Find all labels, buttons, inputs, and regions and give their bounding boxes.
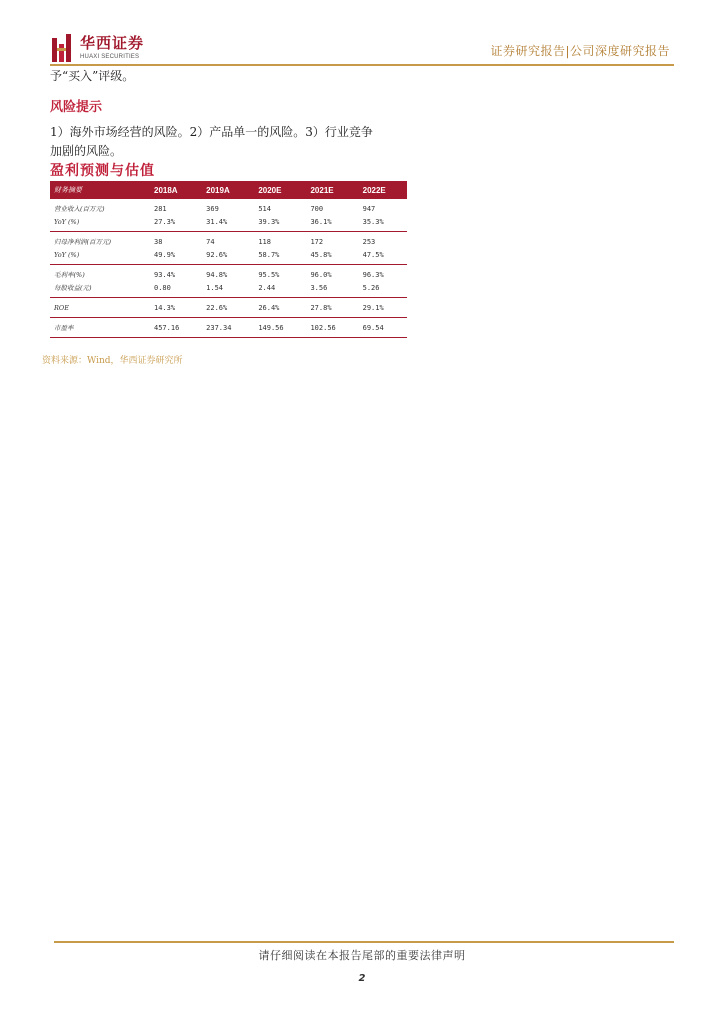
risk-section-text (50, 123, 380, 161)
cell-value: 31.4% (202, 215, 254, 232)
cell-value: 29.1% (359, 298, 407, 318)
cell-value: 172 (310, 237, 324, 246)
table-row (50, 318, 407, 338)
cell-value: 58.7% (254, 248, 306, 265)
header-cell-2020e: 2020E (254, 181, 306, 199)
cell-value: 2.44 (254, 281, 306, 298)
financial-summary-table (50, 181, 407, 338)
cell-value: 96.3% (362, 270, 384, 279)
logo-chinese-name: 华西证券 (80, 34, 145, 52)
cell-value: 457.16 (150, 318, 202, 338)
cell-value: 45.8% (306, 248, 358, 265)
row-label: 市盈率 (50, 318, 150, 338)
table-row (50, 281, 407, 298)
cell-value: 94.8% (206, 270, 228, 279)
cell-value: 281 (154, 204, 167, 213)
cell-value: 149.56 (254, 318, 306, 338)
cell-value: 1.54 (202, 281, 254, 298)
cell-value: 22.6% (202, 298, 254, 318)
footer-divider (54, 941, 674, 943)
header-divider (50, 64, 674, 66)
cell-value: 35.3% (359, 215, 407, 232)
rating-fragment: 予“买入”评级。 (50, 69, 135, 83)
cell-value: 92.6% (202, 248, 254, 265)
logo-english-name: HUAXI SECURITIES (80, 54, 140, 60)
table-header-row (50, 181, 407, 199)
table-row (50, 265, 407, 282)
company-logo (50, 34, 144, 62)
header-cell-2022e: 2022E (359, 181, 407, 199)
cell-value: 253 (362, 237, 376, 246)
risk-line-2: 加剧的风险。 (50, 144, 123, 158)
risk-line-1: 1）海外市场经营的风险。2）产品单一的风险。3）行业竞争 (50, 125, 373, 139)
huaxi-logo-icon (50, 34, 74, 62)
cell-value: 74 (206, 237, 215, 246)
table-row (50, 199, 407, 215)
cell-value: 36.1% (306, 215, 358, 232)
row-label: ROE (50, 298, 150, 318)
cell-value: 14.3% (150, 298, 202, 318)
table-row (50, 298, 407, 318)
header-cell-2018a: 2018A (150, 181, 202, 199)
legal-notice: 请仔细阅读在本报告尾部的重要法律声明 (258, 949, 466, 962)
row-label: 毛利率(%) (54, 271, 85, 279)
cell-value: 69.54 (359, 318, 407, 338)
cell-value: 369 (206, 204, 219, 213)
cell-value: 700 (310, 204, 324, 213)
cell-value: 514 (258, 204, 271, 213)
cell-value: 38 (154, 237, 163, 246)
cell-value: 237.34 (202, 318, 254, 338)
cell-value: 27.8% (306, 298, 358, 318)
cell-value: 3.56 (306, 281, 358, 298)
cell-value: 102.56 (306, 318, 358, 338)
data-source-note: 资料来源：Wind，华西证券研究所 (42, 356, 183, 366)
risk-section-title: 风险提示 (50, 100, 103, 115)
cell-value: 947 (362, 204, 376, 213)
report-type-label: 证券研究报告|公司深度研究报告 (490, 44, 670, 58)
row-label: 每股收益(元) (50, 281, 150, 298)
row-label: YoY (%) (50, 248, 150, 265)
cell-value: 93.4% (154, 270, 176, 279)
cell-value: 49.9% (150, 248, 202, 265)
cell-value: 5.26 (359, 281, 407, 298)
cell-value: 47.5% (359, 248, 407, 265)
cell-value: 95.5% (258, 270, 280, 279)
cell-value: 96.0% (310, 270, 332, 279)
cell-value: 26.4% (254, 298, 306, 318)
row-label: 归母净利润(百万元) (54, 238, 112, 246)
cell-value: 118 (258, 237, 271, 246)
header-cell-2019a: 2019A (202, 181, 254, 199)
header-cell-label: 财务摘要 (50, 181, 150, 199)
cell-value: 27.3% (150, 215, 202, 232)
cell-value: 39.3% (254, 215, 306, 232)
table-row (50, 232, 407, 249)
cell-value: 0.80 (150, 281, 202, 298)
table-row (50, 215, 407, 232)
header-cell-2021e: 2021E (306, 181, 358, 199)
row-label: YoY (%) (50, 215, 150, 232)
row-label: 营业收入(百万元) (54, 205, 105, 213)
forecast-section-title: 盈利预测与估值 (50, 163, 155, 179)
page-number: 2 (358, 973, 366, 984)
table-row (50, 248, 407, 265)
